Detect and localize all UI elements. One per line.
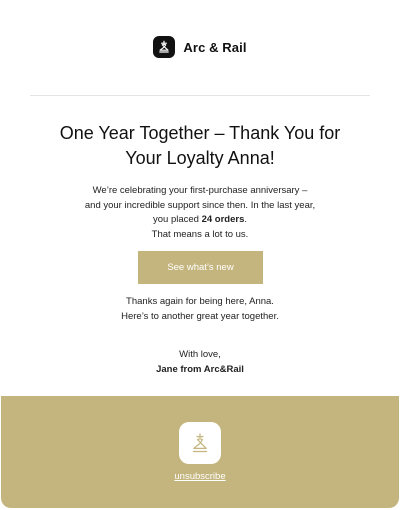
body-line-3-suffix: . xyxy=(244,214,247,226)
email-body xyxy=(40,184,360,242)
hanger-icon xyxy=(153,36,175,58)
orders-count: 24 orders xyxy=(201,214,245,226)
body-line-3-prefix: you placed xyxy=(152,214,202,226)
signoff-closing: With love, xyxy=(179,349,221,360)
hanger-icon xyxy=(179,422,221,464)
headline-line-1: One Year Together – Thank You for xyxy=(59,123,341,143)
email-header xyxy=(0,36,400,58)
see-whats-new-button[interactable]: See what’s new xyxy=(138,251,263,284)
thanks-line-2: Here’s to another great year together. xyxy=(121,311,279,322)
header-divider xyxy=(30,95,370,96)
headline-line-2: Your Loyalty Anna! xyxy=(125,148,275,168)
thanks-line-1: Thanks again for being here, Anna. xyxy=(126,296,274,307)
signoff xyxy=(40,347,360,377)
body-line-2: and your incredible support since then. In the last year, xyxy=(84,199,316,211)
thanks-message xyxy=(40,294,360,324)
body-line-1: We’re celebrating your first-purchase anniversary – xyxy=(92,185,308,196)
email-headline xyxy=(40,121,360,171)
body-line-4: That means a lot to us. xyxy=(151,228,249,240)
email-footer xyxy=(1,396,399,508)
signoff-signature: Jane from Arc&Rail xyxy=(156,364,244,375)
unsubscribe-link[interactable]: unsubscribe xyxy=(174,471,226,482)
brand-name: Arc & Rail xyxy=(183,39,247,55)
